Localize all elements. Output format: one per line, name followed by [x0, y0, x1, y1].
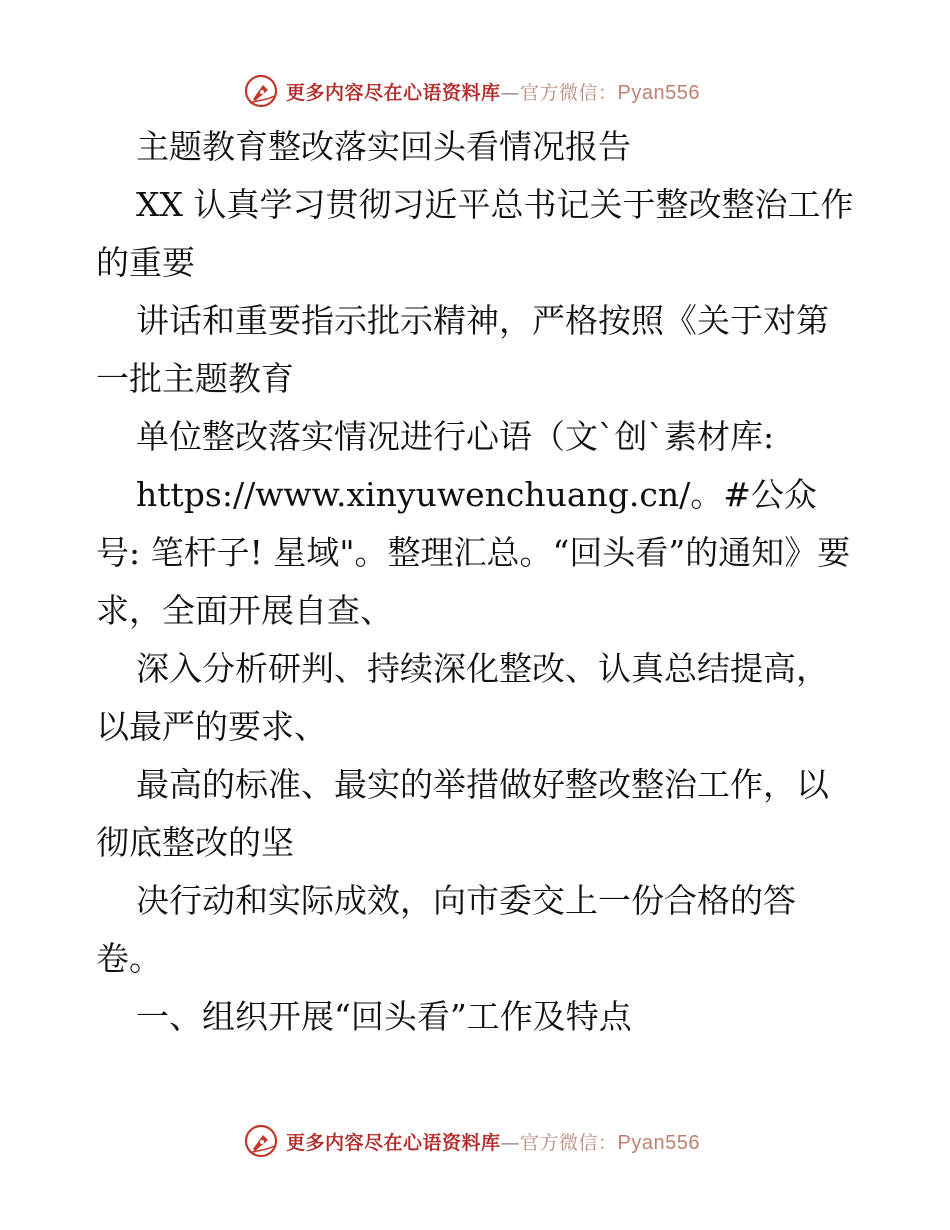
paragraph-5: 深入分析研判、持续深化整改、认真总结提高，以最严的要求、 — [96, 649, 829, 746]
document-title: 主题教育整改落实回头看情况报告 — [136, 127, 631, 166]
header-banner — [0, 71, 950, 111]
banner-wechat-id: Pyan556 — [617, 81, 700, 104]
pen-nib-logo-icon — [244, 1124, 278, 1158]
banner-main-text: 更多内容尽在心语资料库 — [286, 81, 501, 104]
document-body — [96, 118, 856, 1046]
banner-official-label: 官方微信： — [520, 1131, 618, 1154]
paragraph-3: 单位整改落实情况进行心语（文`创`素材库: — [136, 417, 775, 456]
paragraph-4: https://www.xinyuwenchuang.cn/。#公众号: 笔杆子! 星域"。整理汇总。“回头看”的通知》要求，全面开展自查、 — [96, 475, 851, 630]
paragraph-7: 决行动和实际成效，向市委交上一份合格的答卷。 — [96, 881, 796, 978]
paragraph-6: 最高的标准、最实的举措做好整改整治工作，以彻底整改的坚 — [96, 765, 829, 862]
section-heading: 一、组织开展“回头看”工作及特点 — [136, 997, 632, 1036]
paragraph-1: XX 认真学习贯彻习近平总书记关于整改整治工作的重要 — [96, 185, 854, 282]
banner-official-label: 官方微信： — [520, 81, 618, 104]
banner-separator: — — [500, 1131, 521, 1154]
banner-main-text: 更多内容尽在心语资料库 — [286, 1131, 501, 1154]
banner-wechat-id: Pyan556 — [617, 1131, 700, 1154]
pen-nib-logo-icon — [244, 74, 278, 108]
banner-separator: — — [500, 81, 521, 104]
footer-banner — [0, 1121, 950, 1161]
paragraph-2: 讲话和重要指示批示精神，严格按照《关于对第一批主题教育 — [96, 301, 829, 398]
